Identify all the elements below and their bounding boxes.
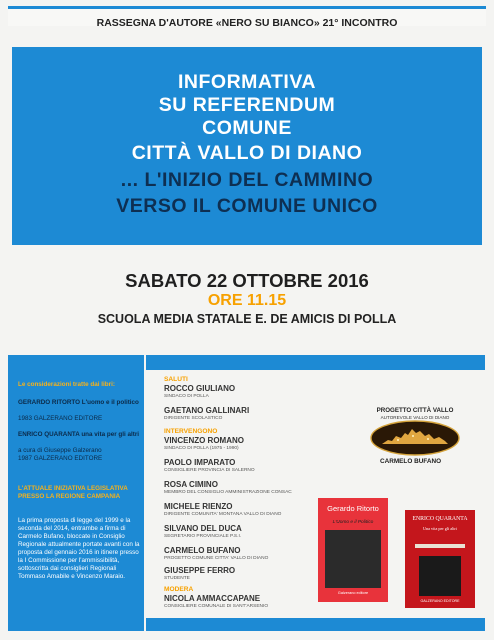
speaker-desc: CONSIGLIERE COMUNALE DI SANT'ARSENIO bbox=[164, 604, 269, 609]
logo-light bbox=[397, 439, 399, 441]
speaker-desc: MEMBRO DEL CONSIGLIO AMMINISTRAZIONE CONSAC bbox=[164, 490, 292, 495]
books-heading: Le considerazioni tratte dai libri: bbox=[18, 381, 115, 388]
hero-line-5: ... L'INIZIO DEL CAMMINO bbox=[120, 169, 374, 191]
cover2-portrait bbox=[419, 556, 461, 596]
speaker-desc: PROGETTO COMUNE CITTA' VALLO DI DIANO bbox=[164, 556, 269, 561]
logo-light bbox=[412, 435, 414, 437]
logo-subtitle: AUTOREVOLE VALLO DI DIANO bbox=[380, 415, 450, 420]
role-intervengono: INTERVENGONO bbox=[164, 428, 218, 435]
speaker-name: CARMELO BUFANO bbox=[164, 546, 241, 555]
book2-curator: a cura di Giuseppe Galzerano bbox=[18, 447, 102, 454]
role-saluti: SALUTI bbox=[164, 376, 188, 383]
initiative-text: La prima proposta di legge del 1999 e la seconda del 2014, entrambe a firma di Carmelo Bufano, bloccate in Consiglio Regionale attualmente portate avanti con la proposta del gennaio 2016 in itinere presso la I Commissione per l'ammissibilità, sottoscritta dai consiglieri Regionali Tommaso Amabile e Vincenzo Maraio. bbox=[18, 517, 140, 580]
cover1-portrait bbox=[325, 530, 381, 588]
cover2-title: ENRICO QUARANTA bbox=[412, 516, 468, 522]
speaker-desc: SINDACO DI POLLA bbox=[164, 394, 209, 399]
hero-line-3: COMUNE bbox=[202, 117, 292, 139]
speaker-name: GAETANO GALLINARI bbox=[164, 406, 250, 415]
logo-title: PROGETTO CITTÀ VALLO bbox=[376, 407, 454, 414]
series-title: RASSEGNA D'AUTORE «NERO SU BIANCO» 21° INCONTRO bbox=[96, 17, 398, 29]
event-time: ORE 11.15 bbox=[207, 292, 287, 309]
event-venue: SCUOLA MEDIA STATALE E. DE AMICIS DI POLLA bbox=[97, 312, 397, 326]
initiative-heading: L'ATTUALE INIZIATIVA LEGISLATIVA PRESSO LA REGIONE CAMPANIA bbox=[18, 485, 128, 500]
book1-publisher: 1983 GALZERANO EDITORE bbox=[18, 415, 103, 422]
speaker-desc: SINDACO DI POLLA (1975 - 1990) bbox=[164, 446, 239, 451]
logo-caption: CARMELO BUFANO bbox=[380, 458, 442, 465]
speaker-desc: DIRIGENTE COMUNITA' MONTANA VALLO DI DIANO bbox=[164, 512, 282, 517]
speaker-name: NICOLA AMMACCAPANE bbox=[164, 594, 261, 603]
book2-publisher: 1987 GALZERANO EDITORE bbox=[18, 455, 103, 462]
role-modera: MODERA bbox=[164, 586, 194, 593]
books-panel bbox=[8, 355, 144, 631]
hero-line-6: VERSO IL COMUNE UNICO bbox=[116, 195, 378, 217]
program-bottom-stripe bbox=[146, 618, 485, 631]
speaker-desc: SEGRETARIO PROVINCIALE P.S.I. bbox=[164, 534, 242, 539]
speaker-desc: STUDENTE bbox=[164, 576, 190, 581]
cover2-label-band bbox=[415, 544, 465, 548]
speaker-name: ROSA CIMINO bbox=[164, 480, 218, 489]
logo-light bbox=[427, 438, 429, 440]
speaker-name: PAOLO IMPARATO bbox=[164, 458, 236, 467]
hero-line-4: CITTÀ VALLO DI DIANO bbox=[131, 142, 363, 164]
speaker-name: ROCCO GIULIANO bbox=[164, 384, 236, 393]
book-cover-quaranta bbox=[405, 510, 475, 608]
book1-title: GERARDO RITORTO L'uomo e il politico bbox=[18, 399, 139, 406]
hero-line-2: SU REFERENDUM bbox=[158, 94, 336, 116]
project-logo bbox=[368, 400, 462, 480]
hero-banner bbox=[12, 47, 482, 245]
cover1-publisher: Galzerano editore bbox=[337, 591, 369, 595]
program-top-stripe bbox=[146, 355, 485, 370]
cover1-subtitle: L'Uomo e il Politico bbox=[332, 520, 374, 525]
event-series-strip bbox=[8, 6, 486, 29]
speaker-desc: DIRIGENTE SCOLASTICO bbox=[164, 416, 223, 421]
speaker-name: MICHELE RIENZO bbox=[164, 502, 233, 511]
speaker-name: VINCENZO ROMANO bbox=[164, 436, 244, 445]
book2-title: ENRICO QUARANTA una vita per gli altri bbox=[18, 431, 140, 438]
cover2-publisher: GALZERANO EDITORE bbox=[420, 599, 460, 603]
speaker-name: SILVANO DEL DUCA bbox=[164, 524, 242, 533]
cover1-title: Gerardo Ritorto bbox=[327, 504, 379, 513]
speaker-name: GIUSEPPE FERRO bbox=[164, 566, 236, 575]
book-cover-ritorto bbox=[318, 498, 388, 602]
hero-line-1: INFORMATIVA bbox=[177, 71, 316, 93]
speaker-desc: CONSIGLIERE PROVINCIA DI SALERNO bbox=[164, 468, 255, 473]
event-date: SABATO 22 OTTOBRE 2016 bbox=[125, 270, 369, 291]
cover2-subtitle: Una vita per gli altri bbox=[423, 526, 457, 531]
